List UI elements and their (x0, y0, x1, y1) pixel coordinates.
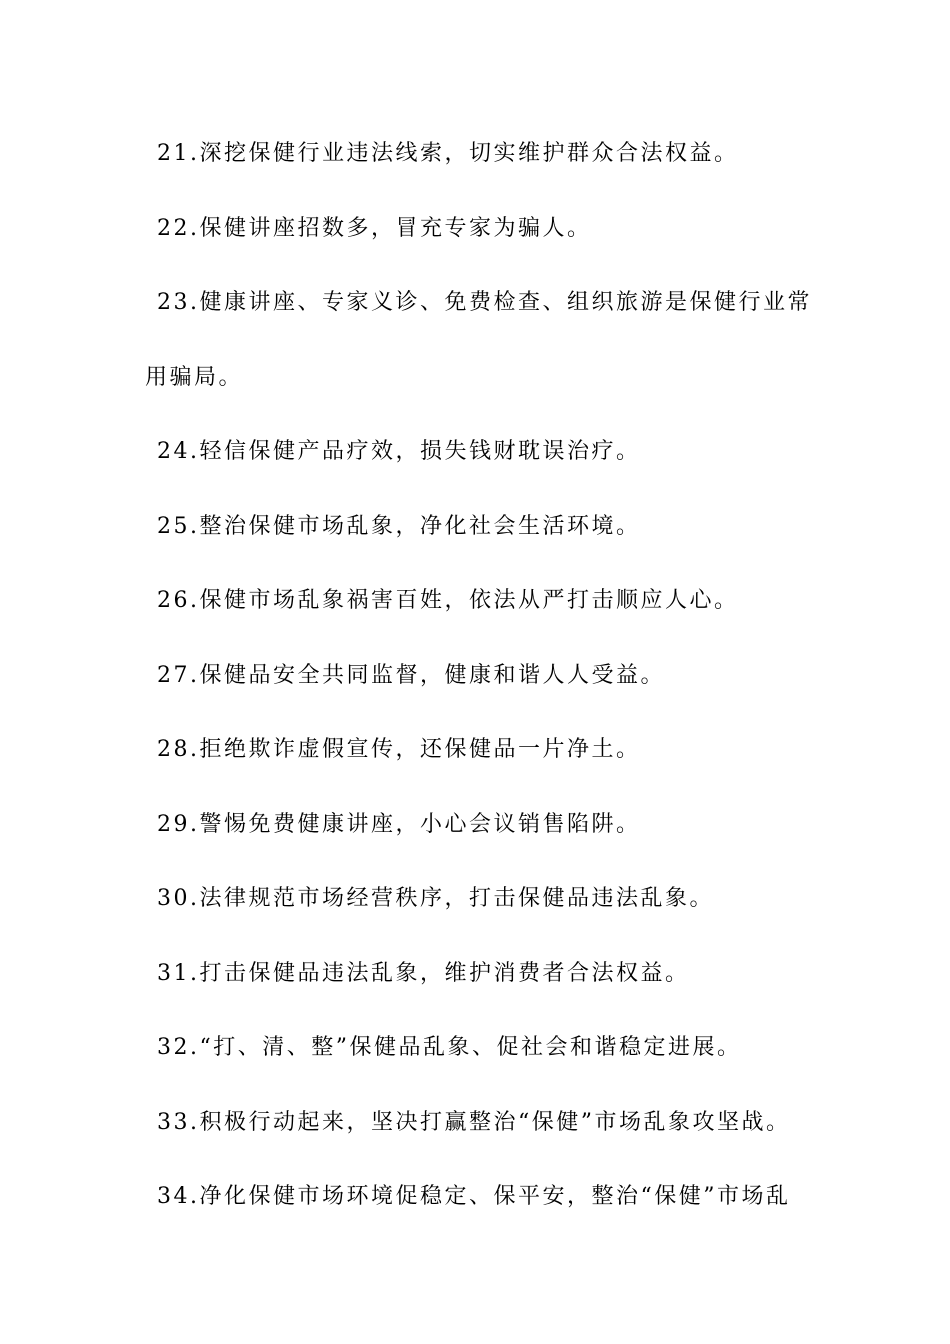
slogan-line-24: 24.轻信保健产品疗效，损失钱财耽误治疗。 (157, 439, 641, 464)
slogan-line-26: 26.保健市场乱象祸害百姓，依法从严打击顺应人心。 (157, 588, 739, 613)
slogan-line-31: 31.打击保健品违法乱象，维护消费者合法权益。 (157, 960, 690, 986)
slogan-line-29: 29.警惕免费健康讲座，小心会议销售陷阱。 (157, 811, 641, 837)
slogan-line-25: 25.整治保健市场乱象，净化社会生活环境。 (157, 513, 641, 539)
slogan-line-21: 21.深挖保健行业违法线索，切实维护群众合法权益。 (157, 141, 739, 166)
slogan-line-32: 32.“打、清、整”保健品乱象、促社会和谐稳定进展。 (157, 1035, 742, 1060)
slogan-line-34: 34.净化保健市场环境促稳定、保平安，整治“保健”市场乱 (157, 1184, 791, 1209)
slogan-line-23: 23.健康讲座、专家义诊、免费检查、组织旅游是保健行业常 (157, 290, 812, 315)
slogan-line-27: 27.保健品安全共同监督，健康和谐人人受益。 (157, 662, 665, 688)
slogan-list (145, 126, 810, 1244)
slogan-line-30: 30.法律规范市场经营秩序，打击保健品违法乱象。 (157, 886, 714, 911)
slogan-line-23-continued: 用骗局。 (145, 364, 244, 390)
slogan-line-33: 33.积极行动起来，坚决打赢整治“保健”市场乱象攻坚战。 (157, 1109, 791, 1135)
slogan-line-28: 28.拒绝欺诈虚假宣传，还保健品一片净土。 (157, 737, 641, 762)
slogan-line-22: 22.保健讲座招数多，冒充专家为骗人。 (157, 215, 592, 241)
